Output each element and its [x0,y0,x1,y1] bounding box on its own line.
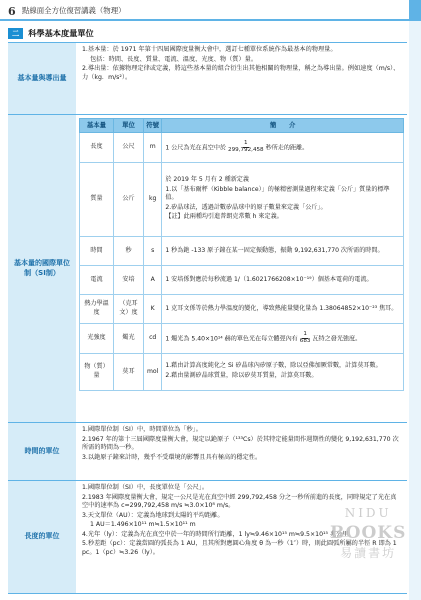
section-title: 科學基本度量單位 [28,27,94,38]
length-item: 3.天文單位（AU）：定義為地球到太陽的平均距離。 [82,511,224,519]
fraction-denominator: 683 [299,337,311,344]
row-body-time [76,423,407,480]
description-line: 【註】此兩種均引進普朗克常數 h 來定義。 [165,212,283,220]
description-line: 2.矽晶球法，透過計數矽晶球中的原子數量來定義「公斤」。 [165,203,327,211]
basics-item: 1.基本量：於 1971 年第十四屆國際度量衡大會中，選訂七種單位系統作為最基本的物理量。 [82,46,337,53]
col-header-unit: 單位 [114,119,144,133]
si-unit-table [79,118,404,391]
fraction-numerator: 1 [303,330,307,337]
description-text: 秒所走的距離。 [265,144,309,152]
cell-symbol: mol [144,353,162,390]
publisher-watermark [330,505,406,562]
row-body-si [76,115,407,422]
cell-symbol: s [144,236,162,265]
description-line: 1.藉由計算高度純化之 Si 矽晶球內矽原子數，除以亞佛加厥常數，計算莫耳數。 [165,362,382,370]
cell-description: 1 秒為銫 -133 原子鐘在某一固定振動態，振動 9,192,631,770 次所需的時間。 [162,236,404,265]
time-item: 3.以銫原子鐘來計時，幾乎不受環境的影響且具有極高的穩定性。 [82,453,262,461]
length-item: 1.國際單位制（SI）中，長度單位是「公尺」。 [82,484,209,491]
table-row [80,323,404,353]
cell-quantity: 物（質）量 [80,353,114,390]
cell-quantity: 光強度 [80,323,114,353]
watermark-line: BOOKS [330,522,407,543]
header-rule [0,19,421,21]
time-item: 2.1967 年的第十三屆國際度量衡大會，規定以銫原子（¹³³Cs）於其特定能量間作週期性的變化 9,192,631,770 次所需的時間為一秒。 [82,435,399,452]
cell-quantity: 時間 [80,236,114,265]
description-line: 1.以「基布爾秤（Kibble balance）」的極精密測量過程來定義「公斤」質量的標準值。 [165,185,390,202]
row-label-si: 基本量的國際單位制（SI制） [8,115,76,422]
cell-symbol: m [144,132,162,162]
row-label-basic-derived: 基本量與導出量 [8,43,76,114]
row-label-time: 時間的單位 [8,423,76,480]
table-row [80,265,404,294]
cell-description: 1 安培係對應於每秒流過 1/（1.6021766208×10⁻¹⁹）個基本電荷的電流。 [162,265,404,294]
cell-quantity: 長度 [80,132,114,162]
cell-description [162,132,404,162]
basics-item: 包括：時間、長度、質量、電流、溫度、光度、物（質）量。 [90,55,258,63]
table-row [80,162,404,236]
cell-description [162,323,404,353]
cell-symbol: kg [144,162,162,236]
page-number: 6 [8,5,16,18]
watermark-line: NIDU [344,506,392,520]
cell-unit: 公尺 [114,132,144,162]
cell-description: 1 克耳文係等於熱力學溫度的變化，導致熱能量變化量為 1.38064852×10⁻²³ 焦耳。 [162,294,404,323]
cell-quantity: 電流 [80,265,114,294]
description-line: 於 2019 年 5 月有 2 種新定義 [165,176,249,184]
col-header-description: 簡 介 [162,119,404,133]
length-item: 4.光年（ly）：定義為光在真空中於一年的時間所行距離，1 ly≒9.46×10¹⁵ m≒9.5×10¹⁵ 兆公里。 [82,530,355,538]
table-row [80,294,404,323]
cell-description [162,162,404,236]
description-text: 1 燭光為 5.40×10¹⁴ 赫的單色光在每立體弳內有 [165,335,298,343]
page-side-band [409,0,421,600]
row-si [8,114,407,422]
row-time-unit [8,422,407,480]
time-item: 1.國際單位制（SI）中，時間單位為「秒」。 [82,426,202,433]
description-line: 2.藉由量測矽晶球質量，除以矽莫耳質量，計算莫耳數。 [165,371,318,379]
section-number: 二 [8,28,23,40]
cell-symbol: A [144,265,162,294]
basics-item: 2.導出量：依據物理定律或定義，將這些基本量的組合衍生出其他相關的物理量，稱之為導出量。例如速度（m/s）、力（kg．m/s²）。 [82,65,400,81]
fraction [227,141,265,154]
cell-description [162,353,404,390]
table-row [80,132,404,162]
fraction-denominator: 299,792,458 [228,146,264,153]
page-header [0,0,421,22]
cell-unit: （克耳文）度 [114,294,144,323]
table-row [80,236,404,265]
cell-unit: 燭光 [114,323,144,353]
section-heading [8,27,94,40]
row-body-basic-derived [76,43,407,114]
cell-unit: 秒 [114,236,144,265]
fraction-numerator: 1 [244,139,248,146]
description-text: 1 公尺為光在真空中於 [165,144,227,152]
cell-quantity: 質量 [80,162,114,236]
col-header-quantity: 基本量 [80,119,114,133]
fraction [299,332,312,345]
watermark-line: 易讀書坊 [340,546,397,560]
cell-symbol: cd [144,323,162,353]
row-label-length: 長度的單位 [8,481,76,593]
cell-symbol: K [144,294,162,323]
row-basic-derived [8,42,407,114]
si-header-row [80,119,404,133]
book-title: 點線面全方位復習講義（物理） [22,6,126,15]
col-header-symbol: 符號 [144,119,162,133]
cell-unit: 安培 [114,265,144,294]
table-row [80,353,404,390]
cell-unit: 公斤 [114,162,144,236]
cell-quantity: 熱力學溫度 [80,294,114,323]
length-item: 2.1983 年國際度量衡大會，規定一公尺是光在真空中經 299,792,458 分之一秒所前進的長度，同時規定了光在真空中的速率為 c=299,792,458 m/s ≒3.0×10⁸ m/s。 [82,493,397,510]
description-text: 瓦特之發光強度。 [312,335,362,343]
cell-unit: 莫耳 [114,353,144,390]
length-item: 1 AU＝1.496×10¹¹ m≒1.5×10¹¹ m [90,521,196,529]
length-item: 5.秒差距（pc）：定義當圓的弧長為 1 AU，且其所對應圓心角度 θ 為一秒（1″）時，則此圓弧所屬的半徑 R 即為 1 pc。1（pc）≒3.26（ly）。 [82,540,397,556]
